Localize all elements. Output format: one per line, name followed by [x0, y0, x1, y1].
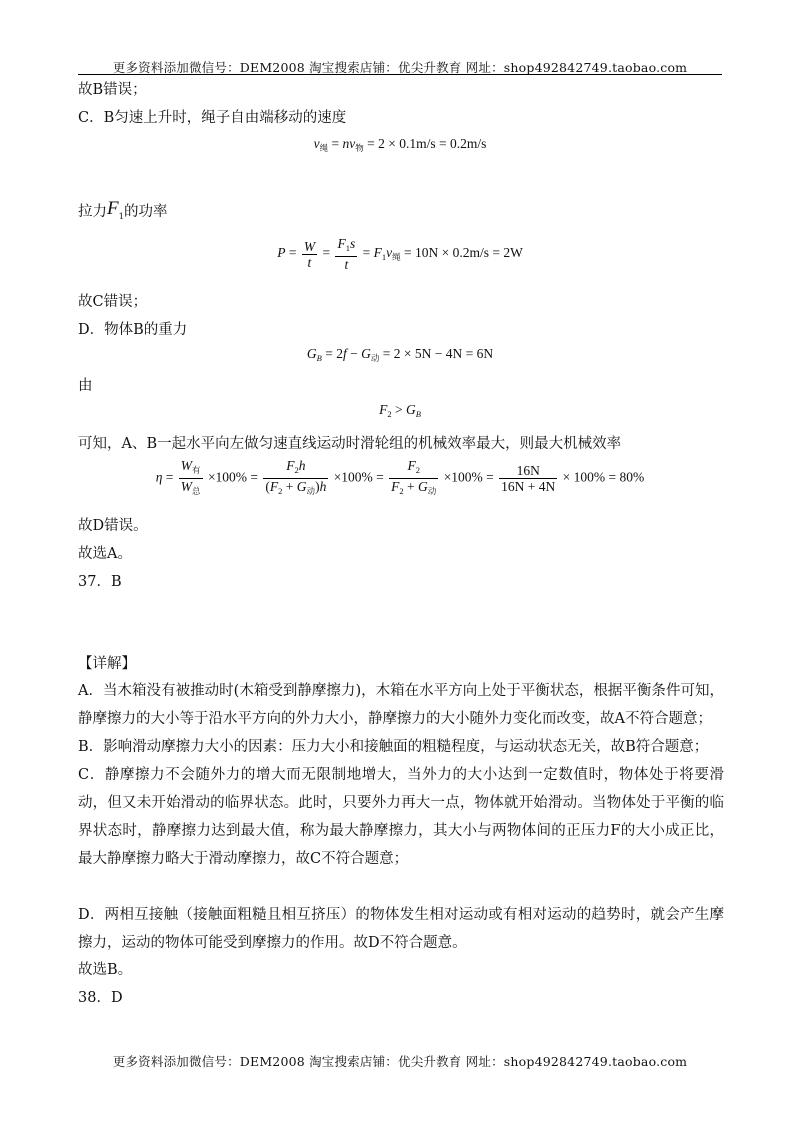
eq5-tail: × 100% = 80% — [562, 469, 645, 485]
page-footer: 更多资料添加微信号：DEM2008 淘宝搜索店铺：优尖升教育 网址：shop492842749.taobao.com — [112, 1054, 688, 1069]
equation-efficiency: η = $\frac{W_有}{W_总}$ ×100% = $\frac{F_2h}{(F_2 + G_动)h}$ ×100% = $\frac{F_2}{F_2 + G_动}$ ×100% = $\frac{16N}{16N + 4N}$ × 100% = 80% — [0, 458, 800, 499]
equation-rope-speed: $v_绳 = nv_物 = 2 \times 0.1m/s = 0.2m/s$ — [313, 136, 487, 153]
d-intro-text: D．物体B的重力 — [78, 322, 188, 338]
paragraph-a: A．当木箱没有被推动时(木箱受到静摩擦力)，木箱在水平方向上处于平衡状态，根据平衡条件可知，静摩擦力的大小等于沿水平方向的外力大小，静摩擦力的大小随外力变化而改变，故A不符合题意； — [78, 683, 724, 727]
know-text: 可知，A、B一起水平向左做匀速直线运动时滑轮组的机械效率最大，则最大机械效率 — [78, 436, 622, 452]
fraction-w-over-t: $\frac{W}{t}$ — [303, 238, 316, 270]
fraction-16n: $\frac{16N}{16N + 4N}$ — [501, 463, 556, 494]
paragraph-d: D．两相互接触（接触面粗糙且相互挤压）的物体发生相对运动或有相对运动的趋势时，就会产生摩擦力，运动的物体可能受到摩擦力的作用。故D不符合题意。 — [78, 907, 724, 951]
choose-b-text: 故选B。 — [78, 962, 133, 978]
eq2-tail: = 10N × 0.2m/s = 2W — [403, 245, 523, 261]
f1-subscript: 1 — [118, 212, 125, 222]
pull-prefix: 拉力 — [78, 204, 107, 220]
equation-gravity: $G_B = 2f - G_动 = 2 \times 5N - 4N = 6N$ — [306, 346, 494, 363]
page-header: 更多资料添加微信号：DEM2008 淘宝搜索店铺：优尖升教育 网址：shop492842749.taobao.com — [112, 60, 688, 75]
c-intro-text: C．B匀速上升时，绳子自由端移动的速度 — [78, 110, 347, 126]
fraction-f2: $\frac{F_2}{F_2 + G_动}$ — [391, 458, 437, 496]
pull-suffix: 的功率 — [124, 204, 168, 220]
eq3-tail: = 2 × 5N − 4N = 6N — [382, 346, 494, 361]
detail-heading: 【详解】 — [78, 656, 136, 672]
fraction-fs-over-t: $\frac{F_1s}{t}$ — [337, 236, 356, 272]
equation-power: P = $\frac{W}{t}$ = $\frac{F_1s}{t}$ = $F_1v_绳 = 10N \times 0.2m/s = 2W$ — [277, 236, 523, 272]
f1-symbol: F — [107, 198, 119, 219]
pull-power-line — [78, 198, 168, 222]
equation-inequality: $F_2 > G_B$ — [379, 402, 421, 419]
fraction-w-useful-over-total: $\frac{W_有}{W_总}$ — [180, 458, 201, 496]
eq1-tail: = 2 × 0.1m/s = 0.2m/s — [367, 136, 487, 151]
by-text: 由 — [78, 378, 93, 394]
b-wrong-text: 故B错误； — [78, 82, 147, 98]
question-37-answer: 37．B — [78, 574, 122, 590]
header-rule — [78, 74, 722, 75]
question-38-answer: 38．D — [78, 990, 123, 1006]
fraction-f2h: $\frac{F_2h}{(F_2 + G_动)h}$ — [265, 458, 327, 496]
paragraph-b: B．影响滑动摩擦力大小的因素：压力大小和接触面的粗糙程度，与运动状态无关，故B符合题意； — [78, 739, 709, 755]
choose-a-text: 故选A。 — [78, 546, 132, 562]
d-wrong-text: 故D错误。 — [78, 518, 148, 534]
paragraph-c: C．静摩擦力不会随外力的增大而无限制地增大，当外力的大小达到一定数值时，物体处于将要滑动，但又未开始滑动的临界状态。此时，只要外力再大一点，物体就开始滑动。当物体处于平衡的临界状态时，静摩擦力达到最大值，称为最大静摩擦力，其大小与两物体间的正压力F的大小成正比，最大静摩擦力略大于滑动摩擦力，故C不符合题意； — [78, 767, 724, 867]
c-wrong-text: 故C错误； — [78, 294, 148, 310]
